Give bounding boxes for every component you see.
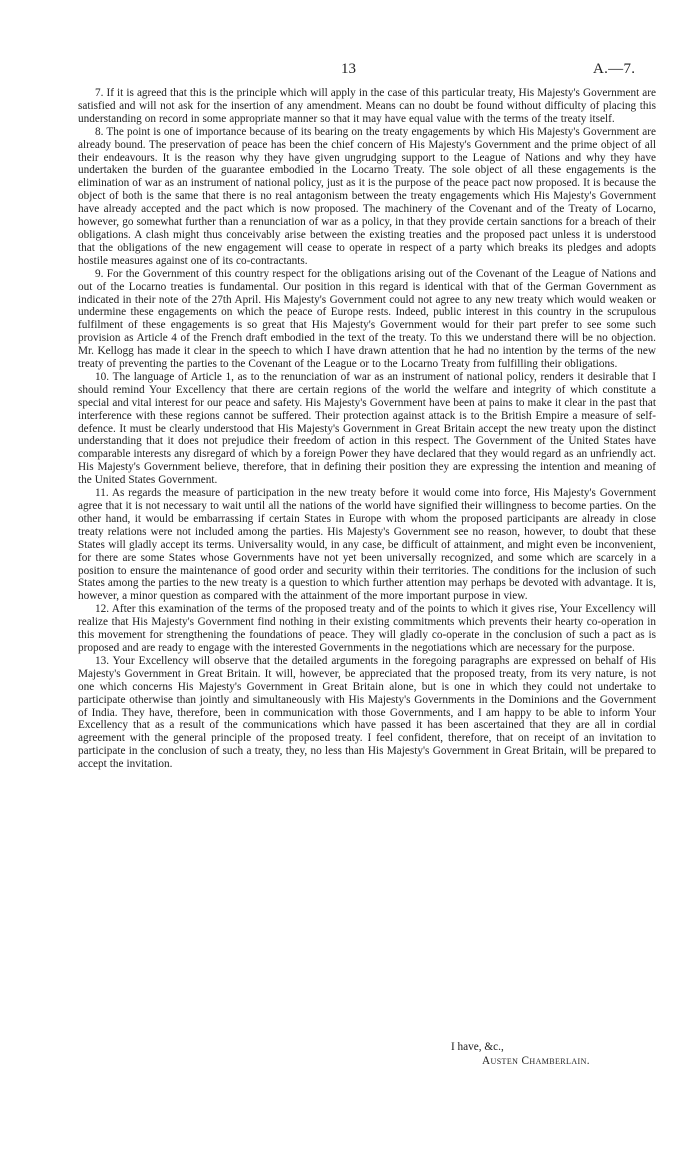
body-text bbox=[78, 87, 656, 771]
paragraph-11: 11. As regards the measure of participation in the new treaty before it would come into force, His Majesty's Government agree that it is not necessary to wait until all the nations of the world have signified their willingness to become parties. On the other hand, it would be embarrassing if certain States in Europe with whom the proposed participants are already in close treaty relations were not included among the parties. His Majesty's Government see no reason, however, to doubt that these States will gladly accept its terms. Universality would, in any case, be difficult of attainment, and might even be inconvenient, for there are some States whose Governments have not yet been universally recognized, and some which are scarcely in a position to ensure the maintenance of good order and security within their territories. The conditions for the inclusion of such States among the parties to the new treaty is a question to which further attention may perhaps be devoted with advantage. It is, however, a minor question as compared with the attainment of the more important purpose in view. bbox=[78, 487, 656, 603]
page-header bbox=[0, 60, 700, 80]
signature: Austen Chamberlain. bbox=[482, 1055, 590, 1067]
paragraph-10: 10. The language of Article 1, as to the renunciation of war as an instrument of national policy, renders it desirable that I should remind Your Excellency that there are certain regions of the world the welfare and integrity of which constitute a special and vital interest for our peace and safety. His Majesty's Government have been at pains to make it clear in the past that interference with these regions cannot be suffered. Their protection against attack is to the British Empire a measure of self-defence. It must be clearly understood that His Majesty's Government in Great Britain accept the new treaty upon the distinct understanding that it does not prejudice their freedom of action in this respect. The Government of the United States have comparable interests any disregard of which by a foreign Power they have declared that they would regard as an unfriendly act. His Majesty's Government believe, therefore, that in defining their position they are expressing the intention and meaning of the United States Government. bbox=[78, 370, 656, 487]
paragraph-8: 8. The point is one of importance because of its bearing on the treaty engagements by which His Majesty's Government are already bound. The preservation of peace has been the chief concern of His Majesty's Government and the prime object of all their endeavours. It is the reason why they have given ungrudging support to the League of Nations and why they have undertaken the burden of the guarantee embodied in the Locarno Treaty. The sole object of all these engagements is the elimination of war as an instrument of national policy, just as it is the purpose of the peace pact now proposed. It is because the object of both is the same that there is no real antagonism between the treaty engagements which His Majesty's Government have already accepted and the pact which is now proposed. The machinery of the Covenant and of the Treaty of Locarno, however, go somewhat further than a renunciation of war as a policy, in that they provide certain sanctions for a breach of their obligations. A clash might thus conceivably arise between the existing treaties and the proposed pact unless it is understood that the obligations of the new engagement will cease to operate in respect of a party which breaks its pledges and adopts hostile measures against one of its co-contractants. bbox=[78, 125, 656, 267]
closing-salutation: I have, &c., bbox=[451, 1041, 504, 1053]
document-reference: A.—7. bbox=[593, 61, 636, 77]
letter-closing bbox=[0, 1041, 700, 1081]
paragraph-12: 12. After this examination of the terms of the proposed treaty and of the points to which it gives rise, Your Excellency will realize that His Majesty's Government find nothing in their existing commitments which prevents their hearty co-operation in this movement for strengthening the foundations of peace. They will gladly co-operate in the conclusion of such a pact as is proposed and are ready to engage with the interested Governments in the negotiations which are necessary for the purpose. bbox=[78, 603, 656, 654]
page-number: 13 bbox=[341, 61, 356, 77]
paragraph-9: 9. For the Government of this country respect for the obligations arising out of the Covenant of the League of Nations and out of the Locarno treaties is fundamental. Our position in this regard is identical with that of the German Government as indicated in their note of the 27th April. His Majesty's Government could not agree to any new treaty which would weaken or undermine these engagements on which the peace of Europe rests. Indeed, public interest in this country in the scrupulous fulfilment of these engagements is so great that His Majesty's Government would for their part prefer to see some such provision as Article 4 of the French draft embodied in the text of the treaty. To this we understand there will be no objection. Mr. Kellogg has made it clear in the speech to which I have drawn attention that he had no intention by the terms of the new treaty of preventing the parties to the Covenant of the League or to the Locarno Treaty from fulfilling their obligations. bbox=[78, 267, 656, 371]
paragraph-7: 7. If it is agreed that this is the principle which will apply in the case of this particular treaty, His Majesty's Government are satisfied and will not ask for the insertion of any amendment. Means can no doubt be found without difficulty of placing this understanding on record in some appropriate manner so that it may have equal value with the terms of the treaty itself. bbox=[78, 87, 656, 125]
paragraph-13: 13. Your Excellency will observe that the detailed arguments in the foregoing paragraphs are expressed on behalf of His Majesty's Government in Great Britain. It will, however, be appreciated that the proposed treaty, from its very nature, is not one which concerns His Majesty's Government in Great Britain alone, but is one in which they could not undertake to participate otherwise than jointly and simultaneously with His Majesty's Governments in the Dominions and the Government of India. They have, therefore, been in communication with those Governments, and I am happy to be able to inform Your Excellency that as a result of the communications which have passed it has been ascertained that they are all in cordial agreement with the general principle of the proposed treaty. I feel confident, therefore, that on receipt of an invitation to participate in the conclusion of such a treaty, they, no less than His Majesty's Government in Great Britain, will be prepared to accept the invitation. bbox=[78, 654, 656, 771]
